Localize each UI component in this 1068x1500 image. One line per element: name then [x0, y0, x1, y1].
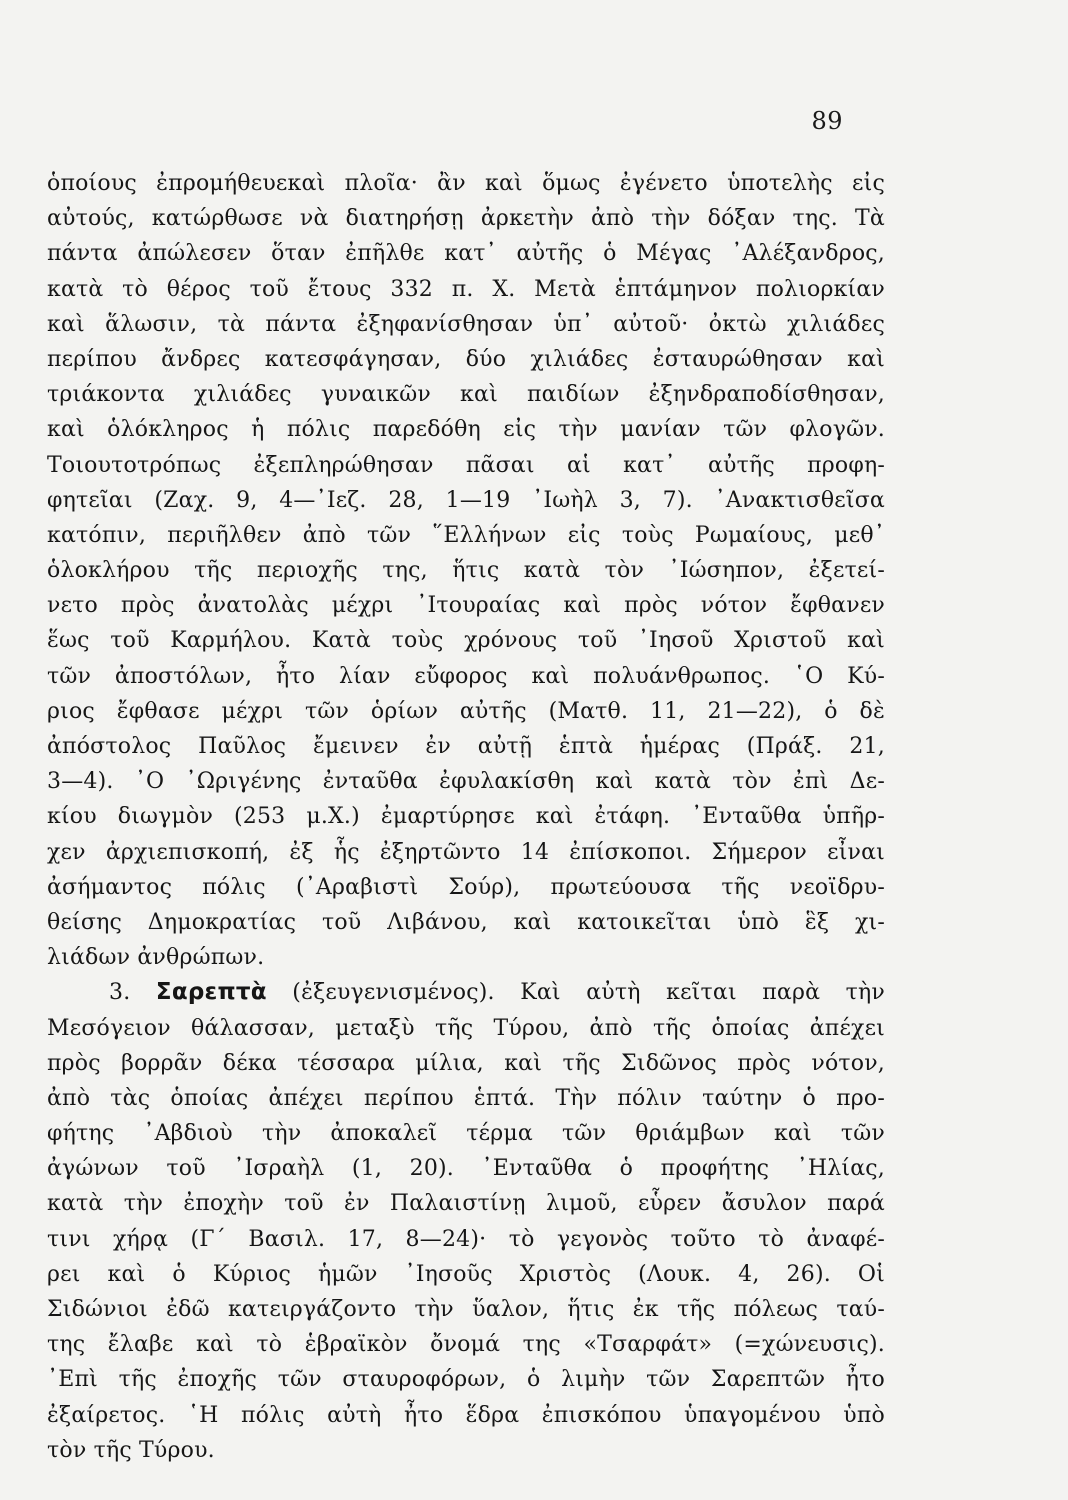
section-first-line [47, 975, 885, 1010]
text-line: φητεῖαι (Ζαχ. 9, 4—᾿Ιεζ. 28, 1—19 ᾿Ιωὴλ 3, 7). ᾿Ανακτισθεῖσα [47, 487, 885, 513]
text-line: κατὰ τὴν ἐποχὴν τοῦ ἐν Παλαιστίνῃ λιμοῦ, εὗρεν ἄσυλον παρά [47, 1191, 885, 1217]
text-line: τῶν ἀποστόλων, ἦτο λίαν εὔφορος καὶ πολυάνθρωπος. ῾Ο Κύ- [47, 663, 885, 689]
text-line: Μεσόγειον θάλασσαν, μεταξὺ τῆς Τύρου, ἀπὸ τῆς ὁποίας ἀπέχει [47, 1015, 885, 1041]
text-line: λιάδων ἀνθρώπων. [47, 945, 265, 971]
text-line: τινι χήρᾳ (Γ΄ Βασιλ. 17, 8—24)· τὸ γεγονὸς τοῦτο τὸ ἀναφέ- [47, 1226, 885, 1252]
section-title: Σαρεπτὰ [155, 979, 267, 1006]
section-first-line-text: (ἐξευγενισμένος). Καὶ αὐτὴ κεῖται παρὰ τὴν [292, 980, 885, 1006]
text-line: ᾿Επὶ τῆς ἐποχῆς τῶν σταυροφόρων, ὁ λιμὴν τῶν Σαρεπτῶν ἦτο [47, 1367, 885, 1393]
text-line: καὶ ἅλωσιν, τὰ πάντα ἐξηφανίσθησαν ὑπ᾽ αὐτοῦ· ὀκτὼ χιλιάδες [47, 311, 885, 337]
text-line: ἀπόστολος Παῦλος ἔμεινεν ἐν αὐτῇ ἑπτὰ ἡμέρας (Πράξ. 21, [47, 734, 885, 759]
text-line: ρει καὶ ὁ Κύριος ἡμῶν ᾿Ιησοῦς Χριστὸς (Λουκ. 4, 26). Οἱ [47, 1261, 885, 1287]
text-line: κίου διωγμὸν (253 μ.Χ.) ἐμαρτύρησε καὶ ἐτάφη. ᾿Ενταῦθα ὑπῆρ- [47, 804, 885, 830]
text-line: τριάκοντα χιλιάδες γυναικῶν καὶ παιδίων ἐξηνδραποδίσθησαν, [47, 382, 885, 408]
text-line: κατόπιν, περιῆλθεν ἀπὸ τῶν ῞Ελλήνων εἰς τοὺς Ρωμαίους, μεθ᾽ [47, 522, 885, 548]
text-line: Σιδώνιοι ἐδῶ κατειργάζοντο τὴν ὕαλον, ἥτις ἐκ τῆς πόλεως ταύ- [47, 1297, 885, 1322]
text-line: ὁποίους ἐπρομήθευεκαὶ πλοῖα· ἂν καὶ ὅμως ἐγένετο ὑποτελὴς εἰς [47, 171, 885, 196]
text-line: ἐξαίρετος. ῾Η πόλις αὐτὴ ἦτο ἕδρα ἐπισκόπου ὑπαγομένου ὑπὸ [47, 1402, 885, 1428]
text-line: ἀπὸ τὰς ὁποίας ἀπέχει περίπου ἑπτά. Τὴν πόλιν ταύτην ὁ προ- [47, 1085, 885, 1111]
text-line: τὸν τῆς Τύρου. [47, 1437, 215, 1463]
text-line: ἀσήμαντος πόλις (᾿Αραβιστὶ Σούρ), πρωτεύουσα τῆς νεοϊδρυ- [47, 874, 885, 900]
text-line: 3—4). ᾿Ο ᾿Ωριγένης ἐνταῦθα ἐφυλακίσθη καὶ κατὰ τὸν ἐπὶ Δε- [47, 769, 885, 795]
text-line: πάντα ἀπώλεσεν ὅταν ἐπῆλθε κατ᾽ αὐτῆς ὁ Μέγας ᾿Αλέξανδρος, [47, 241, 885, 267]
section-number: 3. [109, 980, 131, 1006]
text-line: περίπου ἄνδρες κατεσφάγησαν, δύο χιλιάδες ἐσταυρώθησαν καὶ [47, 346, 885, 372]
text-line: θείσης Δημοκρατίας τοῦ Λιβάνου, καὶ κατοικεῖται ὑπὸ ἓξ χι- [47, 909, 885, 935]
text-line: ἀγώνων τοῦ ᾿Ισραὴλ (1, 20). ᾿Ενταῦθα ὁ προφήτης ᾿Ηλίας, [47, 1156, 885, 1182]
text-line: καὶ ὁλόκληρος ἡ πόλις παρεδόθη εἰς τὴν μανίαν τῶν φλογῶν. [47, 417, 885, 443]
text-line: ὁλοκλήρου τῆς περιοχῆς της, ἥτις κατὰ τὸν ᾿Ιώσηπον, ἐξετεί- [47, 558, 885, 584]
text-line: κατὰ τὸ θέρος τοῦ ἔτους 332 π. Χ. Μετὰ ἑπτάμηνον πολιορκίαν [47, 276, 885, 302]
text-line: ριος ἔφθασε μέχρι τῶν ὁρίων αὐτῆς (Ματθ. 11, 21—22), ὁ δὲ [47, 698, 885, 724]
page-number: 89 [811, 107, 843, 135]
body-text [47, 166, 885, 1468]
text-line: Τοιουτοτρόπως ἐξεπληρώθησαν πᾶσαι αἱ κατ᾽ αὐτῆς προφη- [47, 452, 885, 478]
text-line: αὐτούς, κατώρθωσε νὰ διατηρήσῃ ἀρκετὴν ἀπὸ τὴν δόξαν της. Τὰ [47, 206, 885, 232]
text-line: της ἔλαβε καὶ τὸ ἑβραϊκὸν ὄνομά της «Τσαρφάτ» (=χώνευσις). [47, 1332, 885, 1358]
text-line: φήτης ᾿Αβδιοὺ τὴν ἀποκαλεῖ τέρμα τῶν θριάμβων καὶ τῶν [47, 1121, 885, 1147]
text-line: χεν ἀρχιεπισκοπή, ἐξ ἧς ἐξηρτῶντο 14 ἐπίσκοποι. Σήμερον εἶναι [47, 839, 885, 865]
text-line: ἕως τοῦ Καρμήλου. Κατὰ τοὺς χρόνους τοῦ ᾿Ιησοῦ Χριστοῦ καὶ [47, 628, 885, 654]
text-line: νετο πρὸς ἀνατολὰς μέχρι ᾿Ιτουραίας καὶ πρὸς νότον ἔφθανεν [47, 593, 885, 619]
text-line: πρὸς βορρᾶν δέκα τέσσαρα μίλια, καὶ τῆς Σιδῶνος πρὸς νότον, [47, 1050, 885, 1076]
